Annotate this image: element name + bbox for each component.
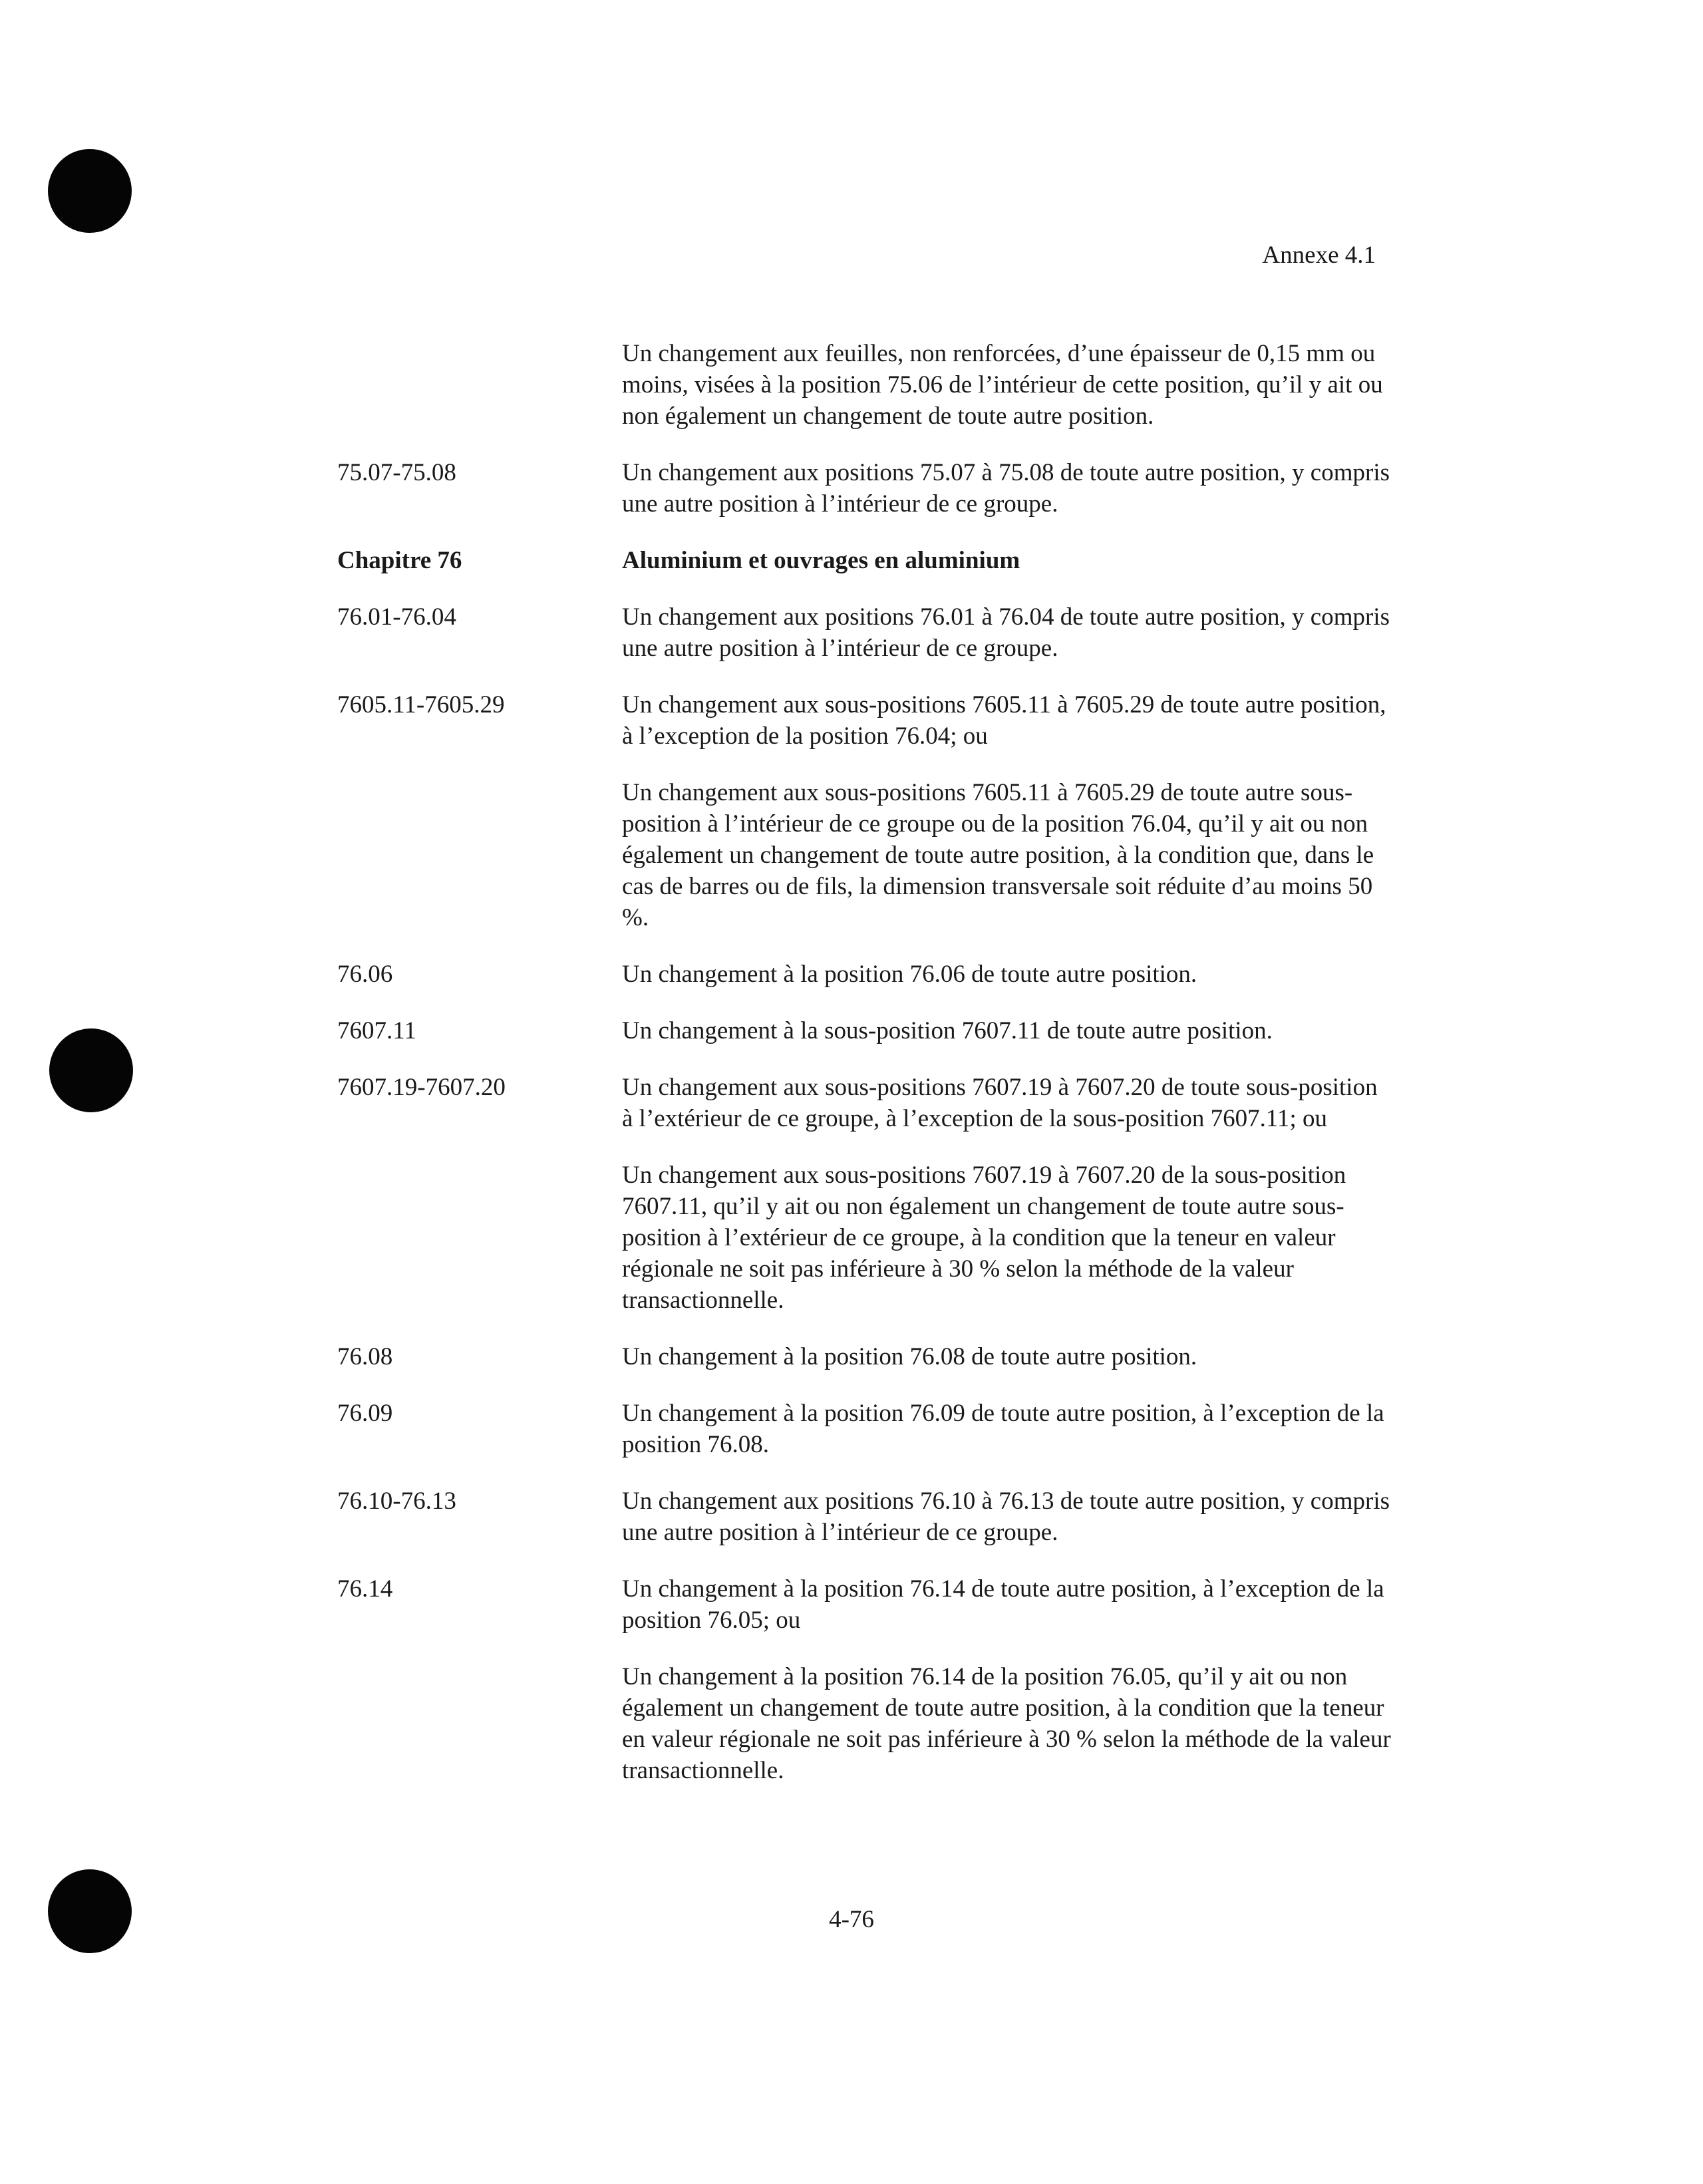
rule-text: [622, 1015, 1394, 1046]
punch-hole-middle: [49, 1028, 133, 1112]
rule-code: 7607.11: [337, 1017, 416, 1044]
chapter-number: Chapitre 76: [337, 547, 462, 574]
rule-paragraph: Un changement aux sous-positions 7607.19 à 7607.20 de toute sous-position à l’extérieur de ce groupe, à l’exception de la sous-position 7607.11; ou: [622, 1074, 1378, 1132]
rule-text: [622, 1341, 1394, 1372]
rule-row: [337, 1072, 1415, 1316]
rule-row: [337, 1341, 1415, 1372]
chapter-title-text: Aluminium et ouvrages en aluminium: [622, 547, 1020, 574]
rule-row: [337, 601, 1415, 664]
chapter-heading-row: [337, 545, 1415, 576]
rule-text: [622, 689, 1394, 933]
rule-paragraph: Un changement à la position 76.08 de toute autre position.: [622, 1343, 1197, 1370]
annex-header: Annexe 4.1: [1262, 241, 1376, 269]
rule-row: [337, 1485, 1415, 1548]
rule-text: [622, 1072, 1394, 1316]
rule-paragraph: Un changement aux positions 76.10 à 76.13 de toute autre position, y compris une autre position à l’intérieur de ce groupe.: [622, 1487, 1390, 1546]
rule-code: 76.08: [337, 1343, 393, 1370]
rule-text: [622, 1485, 1394, 1548]
rule-code: 75.07-75.08: [337, 459, 456, 486]
rules-table: [337, 338, 1415, 1811]
chapter-title: [622, 545, 1394, 576]
rule-row: [337, 1398, 1415, 1460]
rule-code: 7605.11-7605.29: [337, 691, 505, 718]
rule-row: [337, 1015, 1415, 1046]
rule-text: [622, 338, 1394, 432]
rule-paragraph: Un changement aux sous-positions 7607.19 à 7607.20 de la sous-position 7607.11, qu’il y ait ou non également un changement de toute autre sous-position à l’extérieur de ce groupe, à la condition que la teneur en valeur régionale ne soit pas inférieure à 30 % selon la méthode de la valeur transactionnelle.: [622, 1162, 1346, 1314]
rule-code: 76.09: [337, 1400, 393, 1427]
rule-paragraph: Un changement aux sous-positions 7605.11 à 7605.29 de toute autre position, à l’exception de la position 76.04; ou: [622, 691, 1386, 750]
rule-paragraph: Un changement aux sous-positions 7605.11 à 7605.29 de toute autre sous-position à l’intérieur de ce groupe ou de la position 76.04, qu’il y ait ou non également un changement de toute autre position, à la condition que, dans le cas de barres ou de fils, la dimension transversale soit réduite d’au moins 50 %.: [622, 779, 1374, 931]
page-number: 4-76: [829, 1906, 874, 1933]
rule-code: 76.10-76.13: [337, 1487, 456, 1515]
rule-row: [337, 689, 1415, 933]
rule-code: 76.14: [337, 1575, 393, 1603]
rule-paragraph: Un changement à la position 76.06 de toute autre position.: [622, 961, 1197, 988]
rule-paragraph: Un changement à la position 76.09 de toute autre position, à l’exception de la position 76.08.: [622, 1400, 1384, 1458]
rule-text: [622, 1398, 1394, 1460]
rule-text: [622, 601, 1394, 664]
rule-row: [337, 457, 1415, 520]
rule-row: [337, 959, 1415, 990]
rule-text: [622, 1573, 1394, 1786]
rule-row: [337, 338, 1415, 432]
rule-paragraph: Un changement aux positions 75.07 à 75.08 de toute autre position, y compris une autre position à l’intérieur de ce groupe.: [622, 459, 1390, 518]
rule-row: [337, 1573, 1415, 1786]
rule-paragraph: Un changement aux feuilles, non renforcées, d’une épaisseur de 0,15 mm ou moins, visées à la position 75.06 de l’intérieur de cette position, qu’il y ait ou non également un changement de toute autre position.: [622, 340, 1383, 430]
rule-text: [622, 457, 1394, 520]
rule-code: 76.06: [337, 961, 393, 988]
rule-paragraph: Un changement aux positions 76.01 à 76.04 de toute autre position, y compris une autre position à l’intérieur de ce groupe.: [622, 603, 1390, 662]
punch-hole-top: [48, 149, 132, 233]
rule-paragraph: Un changement à la position 76.14 de toute autre position, à l’exception de la position 76.05; ou: [622, 1575, 1384, 1634]
rule-code: 7607.19-7607.20: [337, 1074, 506, 1101]
rule-text: [622, 959, 1394, 990]
rule-paragraph: Un changement à la sous-position 7607.11 de toute autre position.: [622, 1017, 1273, 1044]
rule-paragraph: Un changement à la position 76.14 de la position 76.05, qu’il y ait ou non également un changement de toute autre position, à la condition que la teneur en valeur régionale ne soit pas inférieure à 30 % selon la méthode de la valeur transactionnelle.: [622, 1663, 1391, 1784]
rule-code: [337, 338, 622, 432]
rule-code: 76.01-76.04: [337, 603, 456, 631]
